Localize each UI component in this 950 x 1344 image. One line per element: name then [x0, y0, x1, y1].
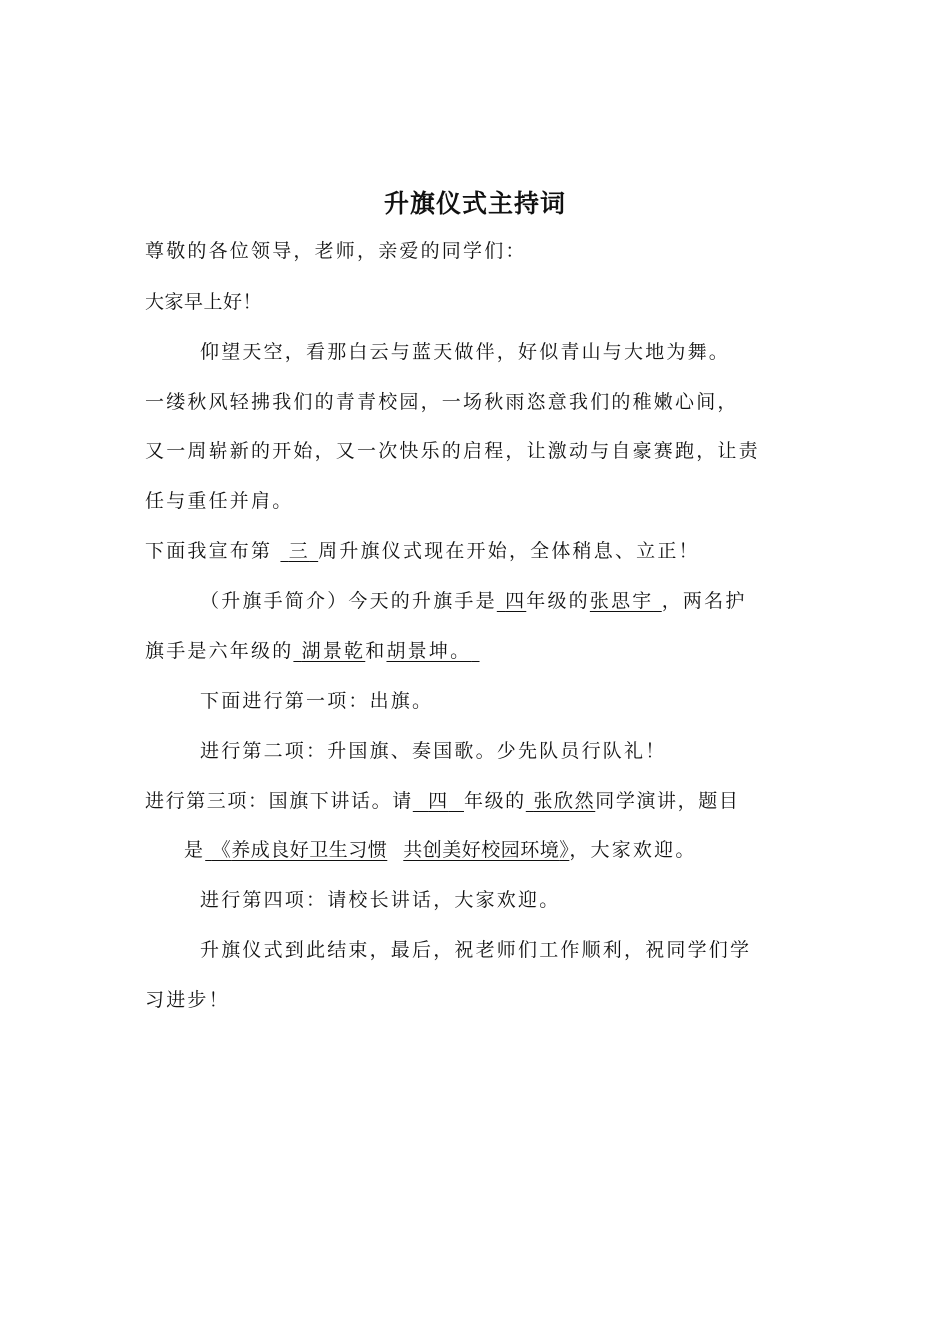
opening-line-2: 一缕秋风轻拂我们的青青校园，一场秋雨恣意我们的稚嫩心间， — [145, 391, 739, 413]
greeting-line: 尊敬的各位领导，老师，亲爱的同学们： — [145, 240, 527, 262]
flag-bearer-line-1: （升旗手简介）今天的升旗手是 四年级的张思宇 ，两名护 — [200, 590, 747, 612]
week-number: 三 — [288, 540, 310, 562]
announce-suffix: 周升旗仪式现在开始，全体稍息、立正！ — [318, 540, 700, 562]
announce-line — [145, 538, 825, 564]
flag-guard-name-2: 胡景坤。 — [386, 640, 472, 662]
item-1-line: 下面进行第一项：出旗。 — [200, 690, 434, 712]
flag-bearer-name: 张思宇 — [589, 590, 654, 612]
opening-line-1: 仰望天空，看那白云与蓝天做伴，好似青山与大地为舞。 — [200, 341, 731, 363]
opening-line-3: 又一周崭新的开始，又一次快乐的启程，让激动与自豪赛跑，让责 — [145, 440, 760, 462]
item-2-line: 进行第二项：升国旗、奏国歌。少先队员行队礼！ — [200, 740, 667, 762]
flag-bearer-grade: 四 — [505, 590, 527, 612]
closing-line-2: 习进步！ — [145, 989, 230, 1011]
item-3-line-1: 进行第三项：国旗下讲话。请 四 年级的 张欣然同学演讲，题目 — [145, 790, 740, 812]
flag-guard-name-1: 湖景乾 — [301, 640, 366, 662]
closing-line-1: 升旗仪式到此结束，最后，祝老师们工作顺利，祝同学们学 — [200, 939, 752, 961]
flag-bearer-line-2: 旗手是六年级的 湖景乾和胡景坤。 — [145, 638, 825, 664]
item-4-line: 进行第四项：请校长讲话，大家欢迎。 — [200, 889, 561, 911]
opening-line-4: 任与重任并肩。 — [145, 490, 294, 512]
item-3-line-2: 是 《养成良好卫生习惯 共创美好校园环境》，大家欢迎。 — [184, 839, 697, 861]
hello-line: 大家早上好！ — [145, 291, 263, 313]
page-title: 升旗仪式主持词 — [383, 189, 566, 218]
speaker-name: 张欣然 — [533, 790, 596, 812]
speech-topic: 《养成良好卫生习惯 共创美好校园环境》 — [211, 839, 570, 861]
announce-prefix: 下面我宣布第 — [145, 540, 273, 562]
speaker-grade: 四 — [428, 790, 449, 812]
